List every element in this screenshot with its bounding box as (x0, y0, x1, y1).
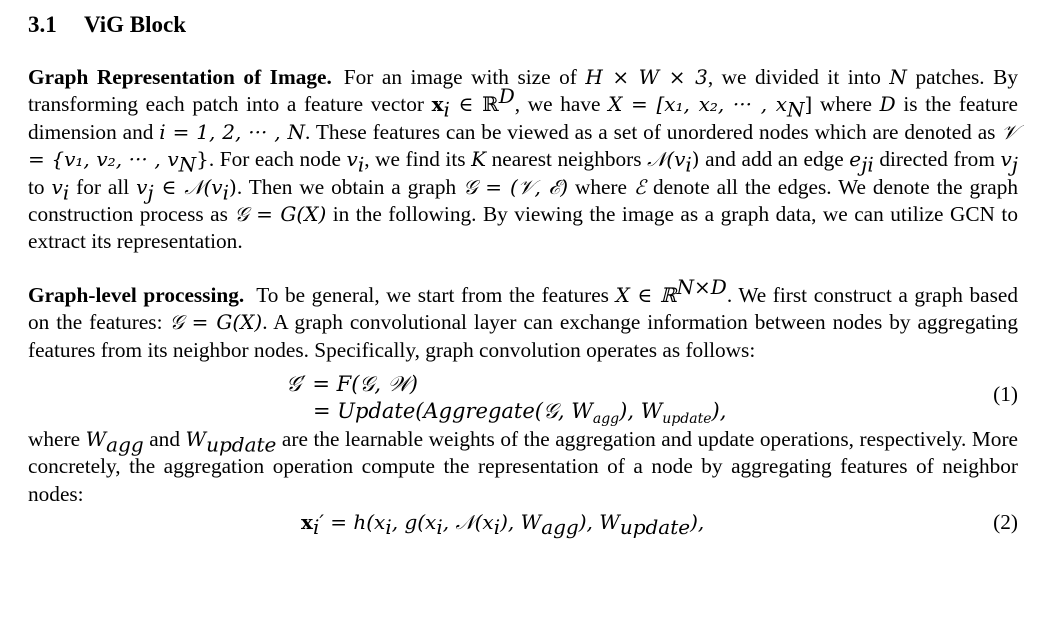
text: denote all the edges. We denote the graph construction process as (28, 174, 1019, 227)
equation-2 (28, 508, 1018, 540)
math: x (301, 510, 313, 535)
math-sub: i (312, 515, 320, 540)
text: in the following. By viewing the image as a graph data, we can utilize GCN to extract its representation. (28, 202, 1018, 254)
math: 𝒢 = G(X) (234, 202, 327, 227)
text: patches. By transforming each patch into a feature vector (28, 65, 1018, 117)
math-sup: N×D (676, 274, 727, 299)
math-sup: D (498, 84, 515, 109)
math: W (185, 427, 207, 452)
math: v (1000, 147, 1012, 172)
math: X = [x₁, x₂, ··· , x (608, 92, 788, 117)
math: , g(x (391, 510, 437, 535)
math: 𝒱 = {v₁, v₂, ··· , v (28, 119, 1018, 172)
math-sub: update (662, 411, 712, 428)
math: ) (229, 174, 237, 199)
math: 𝒢 = (𝒱, ℰ) (463, 174, 569, 199)
text: where (28, 427, 86, 452)
text: and add an edge (699, 147, 850, 172)
math: i = 1, 2, ··· , N (159, 119, 306, 144)
math-sub: update (619, 515, 691, 540)
math: v (51, 174, 63, 199)
math: v (346, 147, 358, 172)
text: . These features can be viewed as a set of unordered nodes which are denoted as (305, 119, 1002, 144)
paragraph-graph-representation (28, 64, 1018, 256)
math-sub: i (357, 152, 365, 177)
paragraph-weights (28, 426, 1018, 508)
text: directed from (873, 147, 1001, 172)
math-sub: i (385, 515, 392, 540)
math-sub: N (787, 97, 805, 122)
math: ′ = h(x (319, 510, 386, 535)
math: 𝒢 = G(X) (169, 310, 263, 335)
paragraph-graph-level-processing (28, 274, 1018, 364)
math-sub: j (147, 179, 154, 204)
math: N (889, 65, 907, 89)
equation-1 (28, 366, 1018, 426)
math: ∈ 𝒩(v (153, 174, 223, 199)
math: X ∈ ℝ (615, 282, 677, 307)
math-sub: update (206, 432, 277, 457)
paragraph-lead: Graph-level processing. (28, 282, 245, 307)
math: H × W × 3 (585, 65, 708, 89)
equation-1-line-1: 𝒢′ = F(𝒢, 𝒲) (286, 372, 418, 397)
math-sub: i (62, 179, 70, 204)
text: for all (69, 174, 137, 199)
math-sub: ji (861, 152, 874, 177)
section-title: ViG Block (84, 12, 187, 37)
math: x (431, 92, 444, 117)
text: . Then we obtain a graph (236, 174, 464, 199)
paragraph-lead: Graph Representation of Image. (28, 65, 332, 89)
text: , we find its (364, 147, 472, 172)
math-sub: agg (541, 515, 579, 540)
math-sub: i (443, 97, 450, 122)
equation-2-number: (2) (993, 510, 1018, 535)
text: are the learnable weights of the aggregation and update operations, respectively. More concretely, the aggregation operation compute the representation of a node by aggregating features of neighbor nodes: (28, 427, 1018, 506)
math: ) (691, 147, 700, 172)
text: where (568, 174, 634, 199)
text: , we have (514, 92, 609, 117)
text: where (812, 92, 880, 117)
math: e (849, 147, 862, 172)
math-sub: i (685, 152, 692, 177)
math: ), W (500, 510, 542, 535)
section-number: 3.1 (28, 12, 57, 37)
text: To be general, we start from the features (256, 282, 616, 307)
math: v (136, 174, 148, 199)
math: ), (690, 510, 705, 535)
math: W (85, 427, 107, 452)
math-sub: agg (592, 411, 620, 428)
text: For an image with size of (343, 65, 586, 89)
math: } (196, 147, 209, 172)
math: ∈ ℝ (449, 92, 499, 117)
paper-page (28, 10, 1018, 540)
math-sub: agg (106, 432, 144, 457)
math-sub: N (178, 152, 197, 177)
math-sub: j (1011, 152, 1018, 177)
text: nearest neighbors (486, 147, 648, 172)
equation-2-body (301, 510, 705, 540)
math: , 𝒩(x (442, 510, 494, 535)
text: and (143, 427, 186, 452)
math-sub: i (222, 179, 230, 204)
math-sub: i (493, 515, 501, 540)
text: , we divided it into (707, 65, 890, 89)
math: K (471, 147, 487, 172)
equation-1-number: (1) (993, 382, 1018, 407)
text: . We first construct a graph based on the features: (28, 282, 1018, 335)
math: ), W (578, 510, 620, 535)
math: ), W (619, 399, 663, 424)
text: is the feature dimension and (28, 92, 1018, 144)
math-sub: i (436, 515, 443, 540)
math: D (879, 92, 896, 117)
text: . For each node (208, 147, 347, 172)
equation-1-line-2 (313, 399, 727, 428)
text: to (28, 174, 52, 199)
math: = Update(Aggregate(𝒢, W (313, 399, 593, 424)
math: ] (804, 92, 813, 117)
text: . A graph convolutional layer can exchange information between nodes by aggregating features from its neighbor nodes. Specifically, graph convolution operates as follows: (28, 310, 1018, 362)
math: ), (711, 399, 727, 424)
math: ℰ (633, 174, 647, 199)
section-heading (28, 10, 1018, 40)
math: 𝒩(v (647, 147, 686, 172)
